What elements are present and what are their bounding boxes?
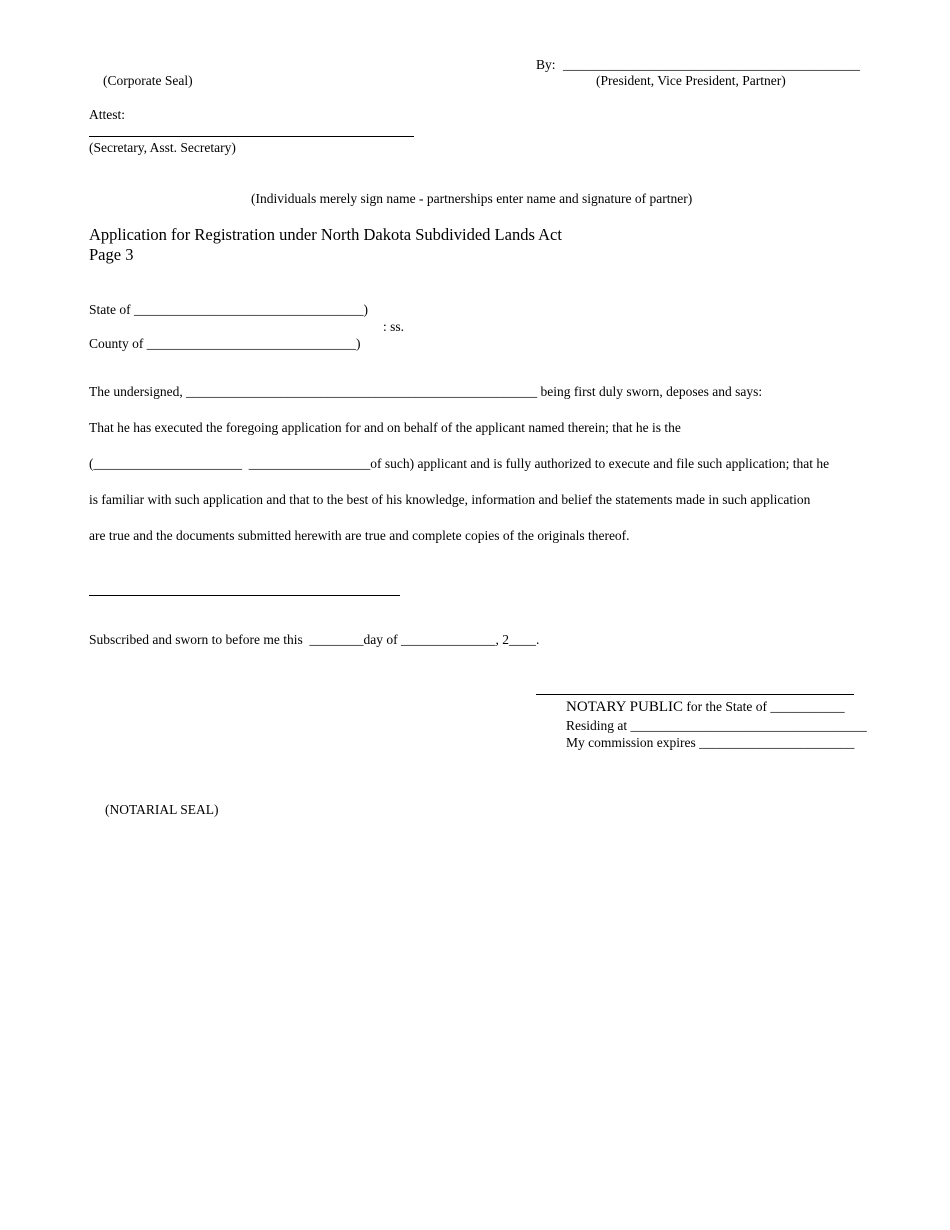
page-number: Page 3 bbox=[89, 245, 134, 264]
attest-signature-line[interactable] bbox=[89, 136, 414, 137]
affidavit-line-2: That he has executed the foregoing application for and on behalf of the applicant named therein; that he is the bbox=[89, 420, 681, 435]
affidavit-line-5: are true and the documents submitted herewith are true and complete copies of the originals thereof. bbox=[89, 528, 630, 543]
attest-label: Attest: bbox=[89, 107, 125, 122]
by-signature-line[interactable]: ____________________________________________ bbox=[563, 57, 860, 72]
by-label: By: bbox=[536, 57, 556, 72]
county-of-field[interactable]: County of _______________________________) bbox=[89, 336, 361, 351]
state-of-field[interactable]: State of __________________________________) bbox=[89, 302, 368, 317]
residing-at-field[interactable]: Residing at ___________________________________ bbox=[566, 718, 867, 733]
attest-caption: (Secretary, Asst. Secretary) bbox=[89, 140, 236, 155]
affidavit-line-3[interactable]: (______________________ __________________of such) applicant and is fully authorized to execute and file such application; that he bbox=[89, 456, 830, 471]
jurat-line[interactable]: Subscribed and sworn to before me this ________day of ______________, 2____. bbox=[89, 632, 540, 647]
affidavit-line-4: is familiar with such application and that to the best of his knowledge, information and belief the statements made in such application bbox=[89, 492, 811, 507]
notary-public-line[interactable] bbox=[566, 700, 845, 715]
document-title: Application for Registration under North Dakota Subdivided Lands Act bbox=[89, 225, 562, 244]
notary-signature-line[interactable] bbox=[536, 694, 854, 695]
individuals-note: (Individuals merely sign name - partnerships enter name and signature of partner) bbox=[251, 191, 693, 206]
notarial-seal-label: (NOTARIAL SEAL) bbox=[105, 802, 219, 817]
ss-label: : ss. bbox=[383, 319, 405, 334]
corporate-seal-label: (Corporate Seal) bbox=[103, 73, 193, 88]
notary-state-field[interactable]: for the State of ___________ bbox=[683, 699, 845, 714]
affiant-signature-line[interactable] bbox=[89, 595, 400, 596]
affidavit-line-1[interactable]: The undersigned, ____________________________________________________ being first duly sworn, deposes and says: bbox=[89, 384, 763, 399]
notary-public-label: NOTARY PUBLIC bbox=[566, 699, 684, 715]
commission-expires-field[interactable]: My commission expires _______________________ bbox=[566, 735, 855, 750]
by-caption: (President, Vice President, Partner) bbox=[596, 73, 786, 88]
